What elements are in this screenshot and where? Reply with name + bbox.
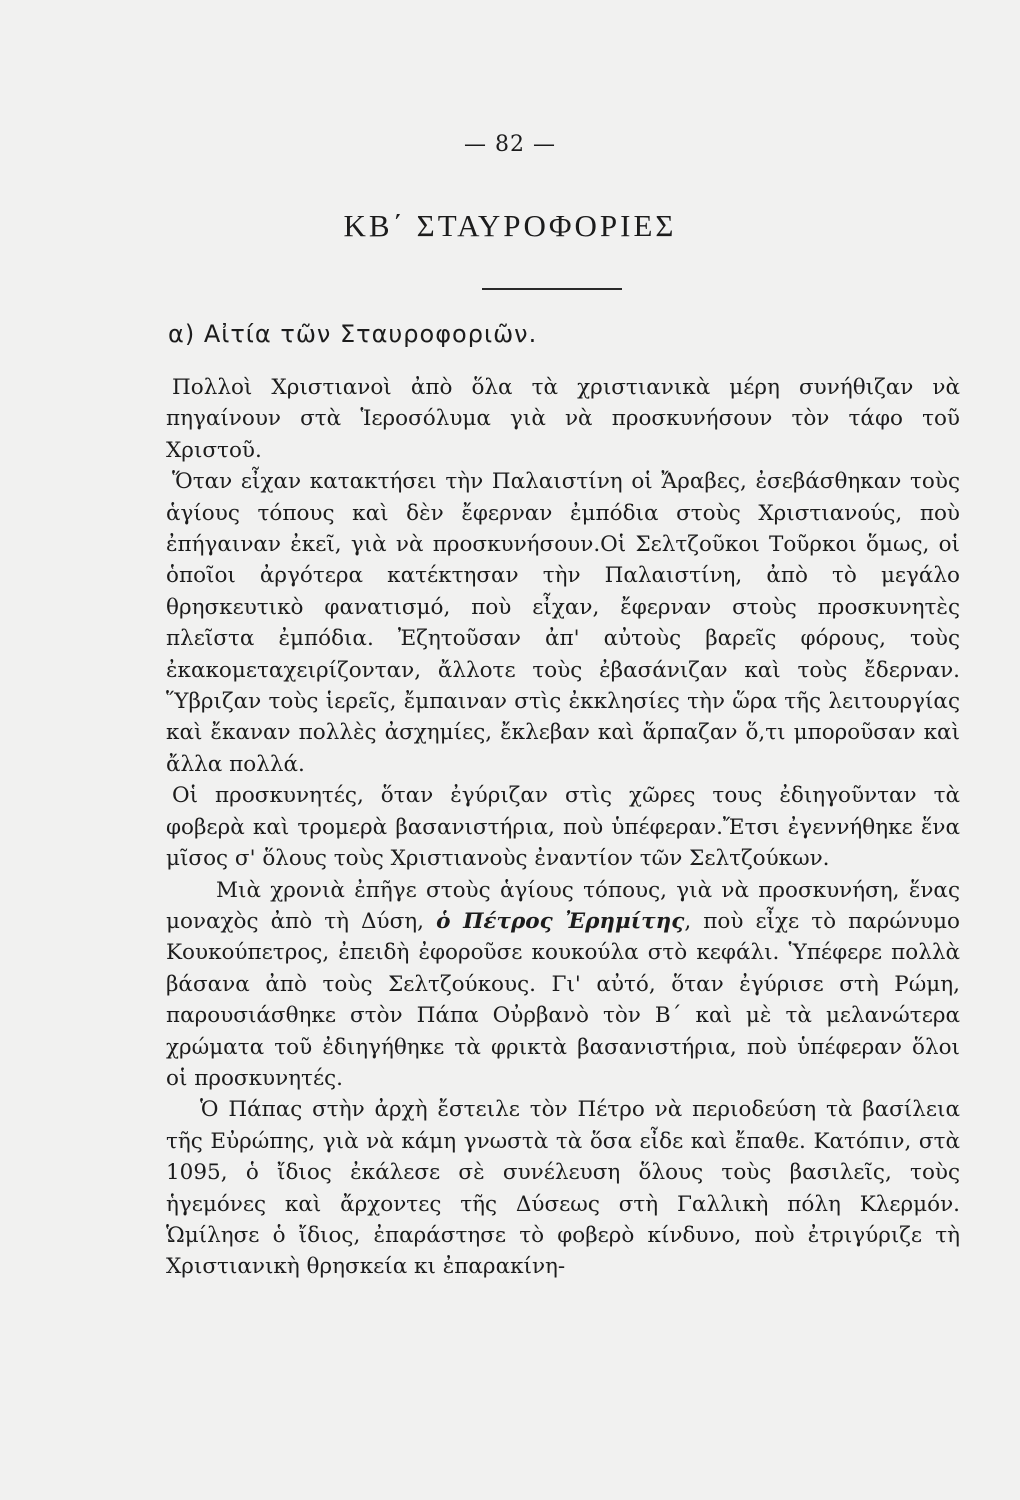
paragraph-1: Πολλοὶ Χριστιανοὶ ἀπὸ ὅλα τὰ χριστιανικὰ μέρη συνήθιζαν νὰ πηγαίνουν στὰ Ἱεροσόλυμα γιὰ νὰ προσκυνήσουν τὸν τάφο τοῦ Χριστοῦ. [166,375,960,463]
paragraph-5: Ὁ Πάπας στὴν ἀρχὴ ἔστειλε τὸν Πέτρο νὰ περιοδεύση τὰ βασίλεια τῆς Εὐρώπης, γιὰ νὰ κάμη γνωστὰ τὰ ὅσα εἶδε καὶ ἔπαθε. Κατόπιν, στὰ 1095, ὁ ἴδιος ἐκάλεσε σὲ συνέλευση ὅλους τοὺς βασιλεῖς, τοὺς ἡγεμόνες καὶ ἄρχοντες τῆς Δύσεως στὴ Γαλλικὴ πόλη Κλερμόν. Ὡμίλησε ὁ ἴδιος, ἐπαράστησε τὸ φοβερὸ κίνδυνο, ποὺ ἐτριγύριζε τὴ Χριστιανικὴ θρησκεία κι ἐπαρακίνη- [166,1097,960,1280]
paragraph-4 [166,875,960,1095]
section-heading: α) Αἰτία τῶν Σταυροφοριῶν. [168,320,538,348]
page-number: — 82 — [464,132,556,157]
paragraph-2: Ὅταν εἶχαν κατακτήσει τὴν Παλαιστίνη οἱ Ἄραβες, ἐσεβάσθηκαν τοὺς ἁγίους τόπους καὶ δὲν ἔφερναν ἐμπόδια στοὺς Χριστιανούς, ποὺ ἐπήγαιναν ἐκεῖ, γιὰ νὰ προσκυνήσουν.Οἱ Σελτζοῦκοι Τοῦρκοι ὅμως, οἱ ὁποῖοι ἀργότερα κατέκτησαν τὴν Παλαιστίνη, ἀπὸ τὸ μεγάλο θρησκευτικὸ φανατισμό, ποὺ εἶχαν, ἔφερναν στοὺς προσκυνητὲς πλεῖστα ἐμπόδια. Ἐζητοῦσαν ἀπ' αὐτοὺς βαρεῖς φόρους, τοὺς ἐκακομεταχειρίζονταν, ἄλλοτε τοὺς ἐβασάνιζαν καὶ τοὺς ἔδερναν. Ὕβριζαν τοὺς ἱερεῖς, ἔμπαιναν στὶς ἐκκλησίες τὴν ὥρα τῆς λειτουργίας καὶ ἔκαναν πολλὲς ἀσχημίες, ἔκλεβαν καὶ ἅρπαζαν ὅ,τι μποροῦσαν καὶ ἄλλα πολλά. [166,469,960,777]
chapter-title: ΚΒ΄ ΣΤΑΥΡΟΦΟΡΙΕΣ [343,208,677,243]
title-divider [482,288,622,290]
person-name-peter-the-hermit: ὁ Πέτρος Ἐρημίτης [436,908,685,934]
paragraph-3: Οἱ προσκυνητές, ὅταν ἐγύριζαν στὶς χῶρες τους ἐδιηγοῦνταν τὰ φοβερὰ καὶ τρομερὰ βασανιστήρια, ποὺ ὑπέφεραν.Ἔτσι ἐγεννήθηκε ἕνα μῖσος σ' ὅλους τοὺς Χριστιανοὺς ἐναντίον τῶν Σελτζούκων. [166,783,960,872]
body-text [166,372,960,1283]
paragraph-4-start: Μιὰ χρονιὰ ἐπῆγε στοὺς ἁγίους τόπους, γιὰ νὰ προσκυνήση, ἕνας μοναχὸς ἀπὸ τὴ Δύση, [166,877,960,934]
paragraph-4-end: , ποὺ εἶχε τὸ παρώνυμο Κουκούπετρος, ἐπειδὴ ἐφοροῦσε κουκούλα στὸ κεφάλι. Ὑπέφερε πολλὰ βάσανα ἀπὸ τοὺς Σελτζούκους. Γι' αὐτό, ὅταν ἐγύρισε στὴ Ρώμη, παρουσιάσθηκε στὸν Πάπα Οὐρβανὸ τὸν Β΄ καὶ μὲ τὰ μελανώτερα χρώματα τοῦ ἐδιηγήθηκε τὰ φρικτὰ βασανιστήρια, ποὺ ὑπέφεραν ὅλοι οἱ προσκυνητές. [166,908,960,1091]
